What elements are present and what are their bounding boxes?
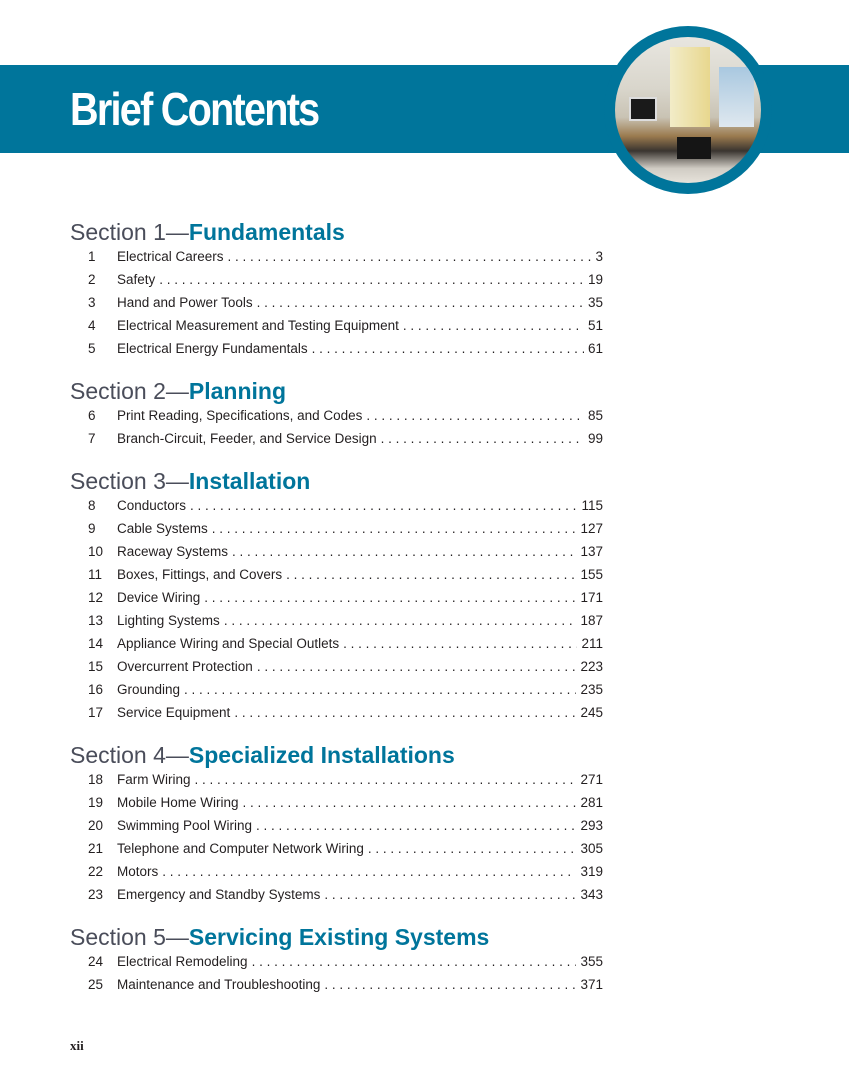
chapter-number: 19 bbox=[88, 795, 104, 810]
chapter-page: 343 bbox=[580, 887, 603, 902]
chapter-page: 61 bbox=[587, 341, 603, 356]
chapter-page: 245 bbox=[580, 705, 603, 720]
chapter-page: 271 bbox=[580, 772, 603, 787]
dot-leader bbox=[243, 795, 577, 810]
dot-leader bbox=[252, 954, 577, 969]
toc-entry[interactable] bbox=[88, 408, 603, 426]
chapter-number: 15 bbox=[88, 659, 104, 674]
section-heading bbox=[70, 378, 286, 405]
chapter-number: 24 bbox=[88, 954, 104, 969]
chapter-number: 6 bbox=[88, 408, 96, 423]
chapter-title: Maintenance and Troubleshooting bbox=[117, 977, 321, 992]
chapter-title: Service Equipment bbox=[117, 705, 231, 720]
chapter-page: 371 bbox=[580, 977, 603, 992]
section-heading bbox=[70, 468, 310, 495]
toc-entry[interactable] bbox=[88, 772, 603, 790]
chapter-page: 211 bbox=[581, 636, 603, 651]
dot-leader bbox=[204, 590, 576, 605]
section-name: Installation bbox=[188, 468, 311, 494]
toc-entry[interactable] bbox=[88, 841, 603, 859]
interior-photo-image bbox=[604, 26, 772, 194]
chapter-title: Lighting Systems bbox=[117, 613, 220, 628]
dot-leader bbox=[368, 841, 577, 856]
toc-entry[interactable] bbox=[88, 590, 603, 608]
chapter-title: Telephone and Computer Network Wiring bbox=[117, 841, 364, 856]
dot-leader bbox=[257, 659, 577, 674]
chapter-number: 21 bbox=[88, 841, 104, 856]
chapter-page: 85 bbox=[587, 408, 603, 423]
chapter-number: 12 bbox=[88, 590, 104, 605]
page-title: Brief Contents bbox=[70, 83, 319, 135]
dot-leader bbox=[232, 544, 576, 559]
chapter-title: Print Reading, Specifications, and Codes bbox=[117, 408, 363, 423]
dot-leader bbox=[184, 682, 576, 697]
toc-entry[interactable] bbox=[88, 682, 603, 700]
toc-entry[interactable] bbox=[88, 544, 603, 562]
chapter-title: Electrical Careers bbox=[117, 249, 224, 264]
chapter-title: Mobile Home Wiring bbox=[117, 795, 239, 810]
chapter-title: Hand and Power Tools bbox=[117, 295, 253, 310]
dot-leader bbox=[324, 887, 576, 902]
chapter-page: 281 bbox=[580, 795, 603, 810]
section-name: Fundamentals bbox=[188, 219, 345, 245]
chapter-title: Motors bbox=[117, 864, 159, 879]
chapter-title: Boxes, Fittings, and Covers bbox=[117, 567, 283, 582]
toc-entry[interactable] bbox=[88, 705, 603, 723]
page-number: xii bbox=[70, 1038, 84, 1053]
chapter-page: 355 bbox=[580, 954, 603, 969]
chapter-page: 35 bbox=[587, 295, 603, 310]
toc-entry[interactable] bbox=[88, 659, 603, 677]
chapter-number: 1 bbox=[88, 249, 96, 264]
dot-leader bbox=[190, 498, 577, 513]
chapter-page: 171 bbox=[580, 590, 603, 605]
chapter-title: Electrical Remodeling bbox=[117, 954, 248, 969]
section-heading bbox=[70, 742, 455, 769]
section-prefix: Section 5— bbox=[70, 924, 189, 950]
chapter-page: 319 bbox=[580, 864, 603, 879]
dot-leader bbox=[234, 705, 576, 720]
section-name: Planning bbox=[188, 378, 287, 404]
toc-entry[interactable] bbox=[88, 795, 603, 813]
chapter-number: 17 bbox=[88, 705, 104, 720]
dot-leader bbox=[257, 295, 584, 310]
chapter-title: Farm Wiring bbox=[117, 772, 191, 787]
chapter-number: 23 bbox=[88, 887, 104, 902]
chapter-page: 3 bbox=[595, 249, 603, 264]
dot-leader bbox=[224, 613, 577, 628]
toc-entry[interactable] bbox=[88, 887, 603, 905]
section-prefix: Section 3— bbox=[70, 468, 189, 494]
dot-leader bbox=[212, 521, 577, 536]
chapter-page: 137 bbox=[580, 544, 603, 559]
section-heading bbox=[70, 219, 345, 246]
chapter-number: 4 bbox=[88, 318, 96, 333]
section-prefix: Section 4— bbox=[70, 742, 189, 768]
chapter-number: 2 bbox=[88, 272, 96, 287]
chapter-title: Emergency and Standby Systems bbox=[117, 887, 321, 902]
chapter-title: Cable Systems bbox=[117, 521, 208, 536]
section-heading bbox=[70, 924, 489, 951]
chapter-page: 99 bbox=[587, 431, 603, 446]
chapter-page: 235 bbox=[580, 682, 603, 697]
chapter-title: Conductors bbox=[117, 498, 187, 513]
chapter-number: 8 bbox=[88, 498, 96, 513]
dot-leader bbox=[286, 567, 576, 582]
toc-entry[interactable] bbox=[88, 567, 603, 585]
chapter-title: Swimming Pool Wiring bbox=[117, 818, 253, 833]
chapter-number: 9 bbox=[88, 521, 96, 536]
section-prefix: Section 1— bbox=[70, 219, 189, 245]
chapter-title: Safety bbox=[117, 272, 156, 287]
dot-leader bbox=[256, 818, 576, 833]
chapter-title: Device Wiring bbox=[117, 590, 201, 605]
chapter-page: 155 bbox=[580, 567, 603, 582]
toc-entry[interactable] bbox=[88, 613, 603, 631]
dot-leader bbox=[228, 249, 592, 264]
chapter-title: Electrical Measurement and Testing Equipment bbox=[117, 318, 399, 333]
dot-leader bbox=[366, 408, 584, 423]
chapter-number: 5 bbox=[88, 341, 96, 356]
toc-entry[interactable] bbox=[88, 864, 603, 882]
toc-entry[interactable] bbox=[88, 341, 603, 359]
chapter-page: 51 bbox=[587, 318, 603, 333]
section-name: Specialized Installations bbox=[188, 742, 455, 768]
chapter-number: 18 bbox=[88, 772, 104, 787]
chapter-page: 305 bbox=[580, 841, 603, 856]
toc-entry[interactable] bbox=[88, 431, 603, 449]
chapter-number: 22 bbox=[88, 864, 104, 879]
chapter-number: 3 bbox=[88, 295, 96, 310]
chapter-page: 293 bbox=[580, 818, 603, 833]
toc-entry[interactable] bbox=[88, 318, 603, 336]
chapter-page: 127 bbox=[580, 521, 603, 536]
dot-leader bbox=[381, 431, 584, 446]
toc-entry[interactable] bbox=[88, 498, 603, 516]
toc-entry[interactable] bbox=[88, 977, 603, 995]
toc-entry[interactable] bbox=[88, 954, 603, 972]
chapter-title: Appliance Wiring and Special Outlets bbox=[117, 636, 340, 651]
chapter-number: 11 bbox=[88, 567, 103, 582]
section-prefix: Section 2— bbox=[70, 378, 189, 404]
dot-leader bbox=[195, 772, 577, 787]
chapter-title: Electrical Energy Fundamentals bbox=[117, 341, 308, 356]
chapter-page: 115 bbox=[581, 498, 603, 513]
chapter-number: 7 bbox=[88, 431, 96, 446]
chapter-title: Raceway Systems bbox=[117, 544, 229, 559]
chapter-page: 19 bbox=[587, 272, 603, 287]
chapter-title: Grounding bbox=[117, 682, 181, 697]
chapter-number: 25 bbox=[88, 977, 104, 992]
toc-entry[interactable] bbox=[88, 636, 603, 654]
chapter-title: Overcurrent Protection bbox=[117, 659, 253, 674]
toc-entry[interactable] bbox=[88, 521, 603, 539]
section-name: Servicing Existing Systems bbox=[188, 924, 490, 950]
dot-leader bbox=[162, 864, 576, 879]
chapter-number: 13 bbox=[88, 613, 104, 628]
toc-entry[interactable] bbox=[88, 272, 603, 290]
chapter-title: Branch-Circuit, Feeder, and Service Design bbox=[117, 431, 377, 446]
dot-leader bbox=[343, 636, 577, 651]
dot-leader bbox=[324, 977, 576, 992]
chapter-number: 10 bbox=[88, 544, 104, 559]
chapter-number: 16 bbox=[88, 682, 104, 697]
toc-entry[interactable] bbox=[88, 818, 603, 836]
dot-leader bbox=[403, 318, 584, 333]
chapter-number: 14 bbox=[88, 636, 104, 651]
toc-entry[interactable] bbox=[88, 249, 603, 267]
chapter-number: 20 bbox=[88, 818, 104, 833]
dot-leader bbox=[159, 272, 584, 287]
toc-entry[interactable] bbox=[88, 295, 603, 313]
dot-leader bbox=[312, 341, 584, 356]
chapter-page: 223 bbox=[580, 659, 603, 674]
chapter-page: 187 bbox=[580, 613, 603, 628]
